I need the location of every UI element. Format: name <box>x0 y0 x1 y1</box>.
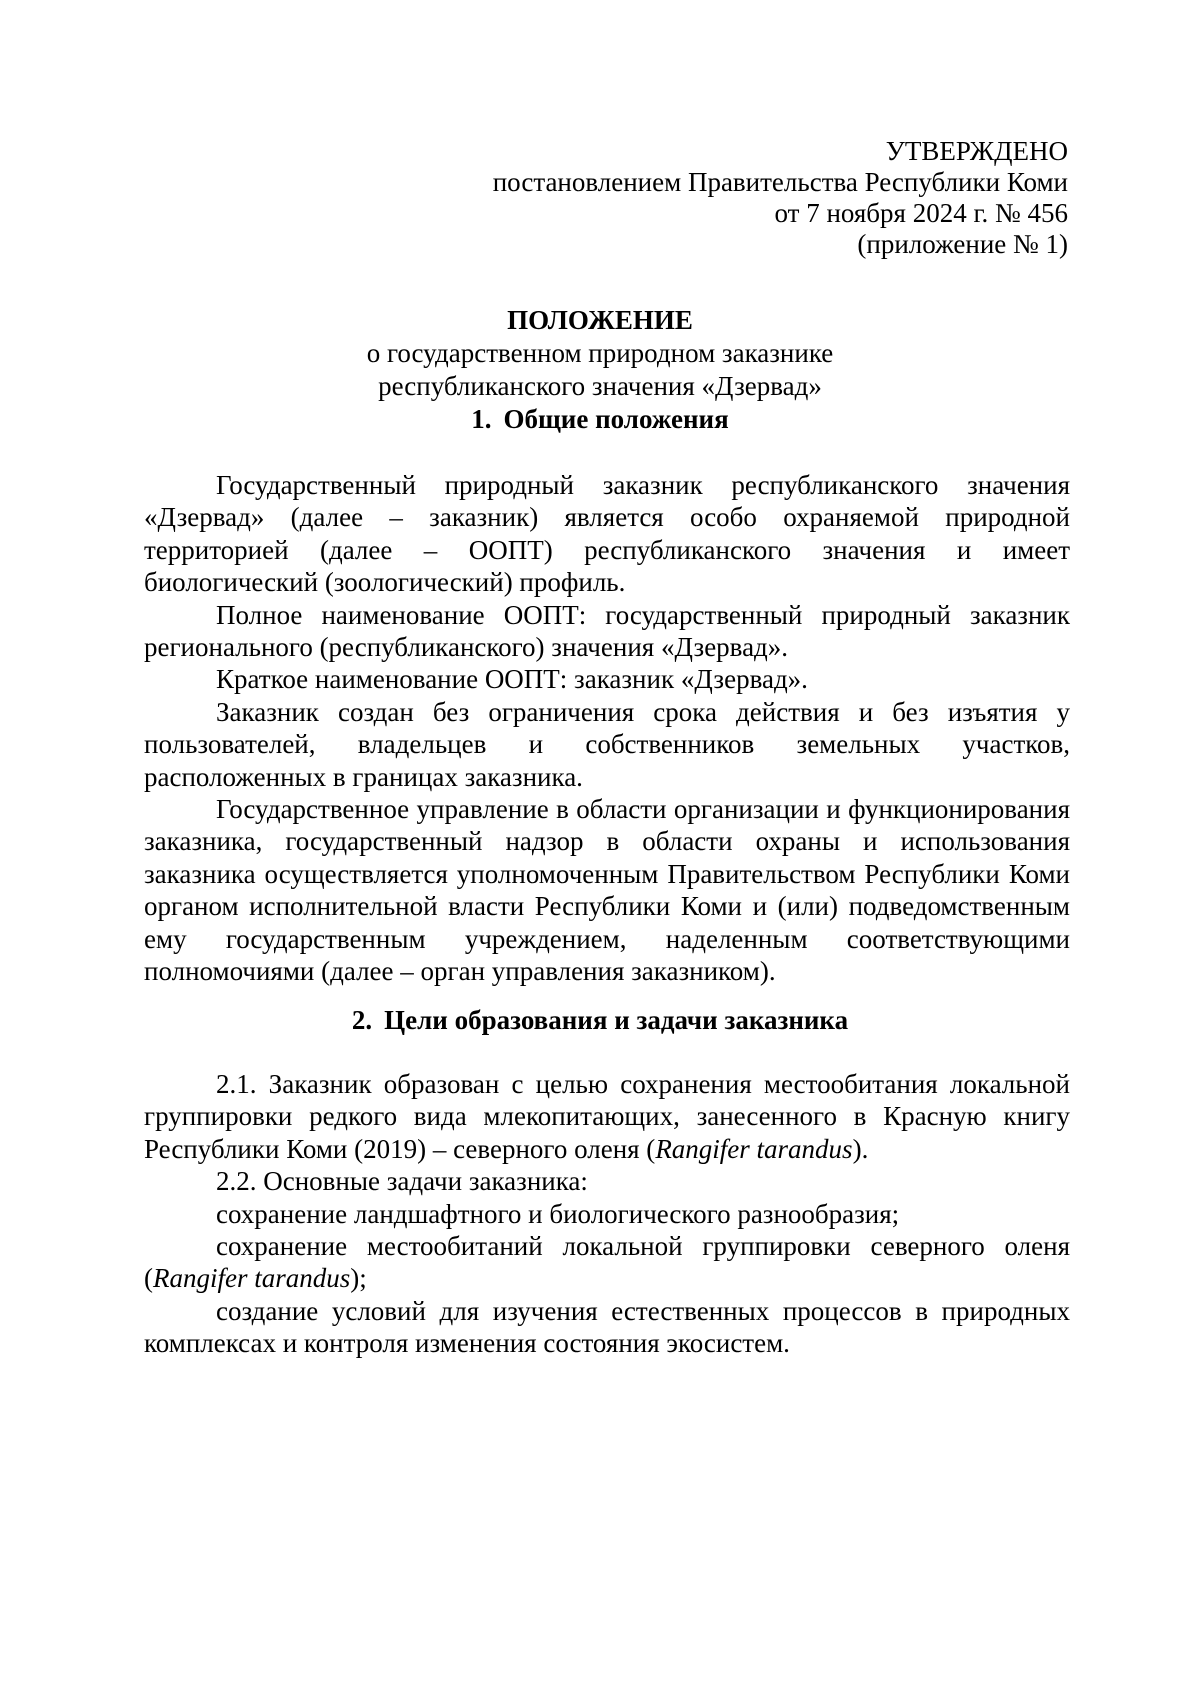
section-2-heading <box>0 1004 1200 1036</box>
section-2-title: Цели образования и задачи заказника <box>384 1005 849 1035</box>
section-1-paragraph: Полное наименование ООПТ: государственный природный заказник регионального (республиканского) значения «Дзервад». <box>144 599 1070 663</box>
section-1-heading <box>0 403 1200 435</box>
document-title-block <box>0 304 1200 403</box>
paragraph-text-end: ); <box>350 1263 367 1294</box>
section-1-paragraph: Заказник создан без ограничения срока действия и без изъятия у пользователей, владельцев и собственников земельных участков, расположенных в границах заказника. <box>144 696 1070 792</box>
document-subtitle-line-1: о государственном природном заказнике <box>366 338 834 368</box>
section-2-task-item: сохранение ландшафтного и биологического разнообразия; <box>216 1198 900 1229</box>
section-2-body <box>144 1068 1070 1360</box>
approval-stamp <box>493 136 1068 260</box>
approval-line-approved: УТВЕРЖДЕНО <box>885 136 1068 166</box>
section-1-paragraph: Государственный природный заказник республиканского значения «Дзервад» (далее – заказник) является особо охраняемой природной территорией (далее – ООПТ) республиканского значения и имеет биологический (зоологический) профиль. <box>144 470 1070 598</box>
section-1-number: 1. <box>471 404 492 434</box>
section-1-title: Общие положения <box>503 404 729 434</box>
section-2-paragraph-2-2: 2.2. Основные задачи заказника: <box>216 1166 588 1197</box>
species-latin-name: Rangifer tarandus <box>655 1133 853 1164</box>
section-1-body <box>144 469 1070 988</box>
section-1-paragraph: Государственное управление в области организации и функционирования заказника, государственный надзор в области охраны и использования заказника осуществляется уполномоченным Правительством Республики Коми органом исполнительной власти Республики Коми и (или) подведомственным ему государственным учреждением, наделенным соответствующими полномочиями (далее – орган управления заказником). <box>144 794 1070 987</box>
document-subtitle-line-2: республиканского значения «Дзервад» <box>378 371 822 401</box>
document-title: ПОЛОЖЕНИЕ <box>507 305 693 335</box>
approval-line-appendix: (приложение № 1) <box>857 229 1068 259</box>
approval-line-date-number: от 7 ноября 2024 г. № 456 <box>774 198 1068 228</box>
section-2-number: 2. <box>351 1005 373 1035</box>
section-1-paragraph: Краткое наименование ООПТ: заказник «Дзервад». <box>216 664 808 695</box>
section-2-task-item: создание условий для изучения естественных процессов в природных комплексах и контроля изменения состояния экосистем. <box>144 1295 1070 1359</box>
paragraph-text-end: ). <box>852 1133 869 1164</box>
paragraph-text: 2.1. Заказник образован с целью сохранения местообитания локальной группировки редкого вида млекопитающих, занесенного в Красную книгу Республики Коми (2019) – северного оленя ( <box>144 1069 1070 1164</box>
section-2-task-item <box>144 1230 1070 1295</box>
species-latin-name: Rangifer tarandus <box>153 1263 351 1294</box>
approval-line-decree: постановлением Правительства Республики Коми <box>492 167 1068 197</box>
section-2-paragraph-2-1 <box>144 1068 1070 1165</box>
paragraph-text: сохранение местообитаний локальной группировки северного оленя ( <box>144 1231 1070 1294</box>
